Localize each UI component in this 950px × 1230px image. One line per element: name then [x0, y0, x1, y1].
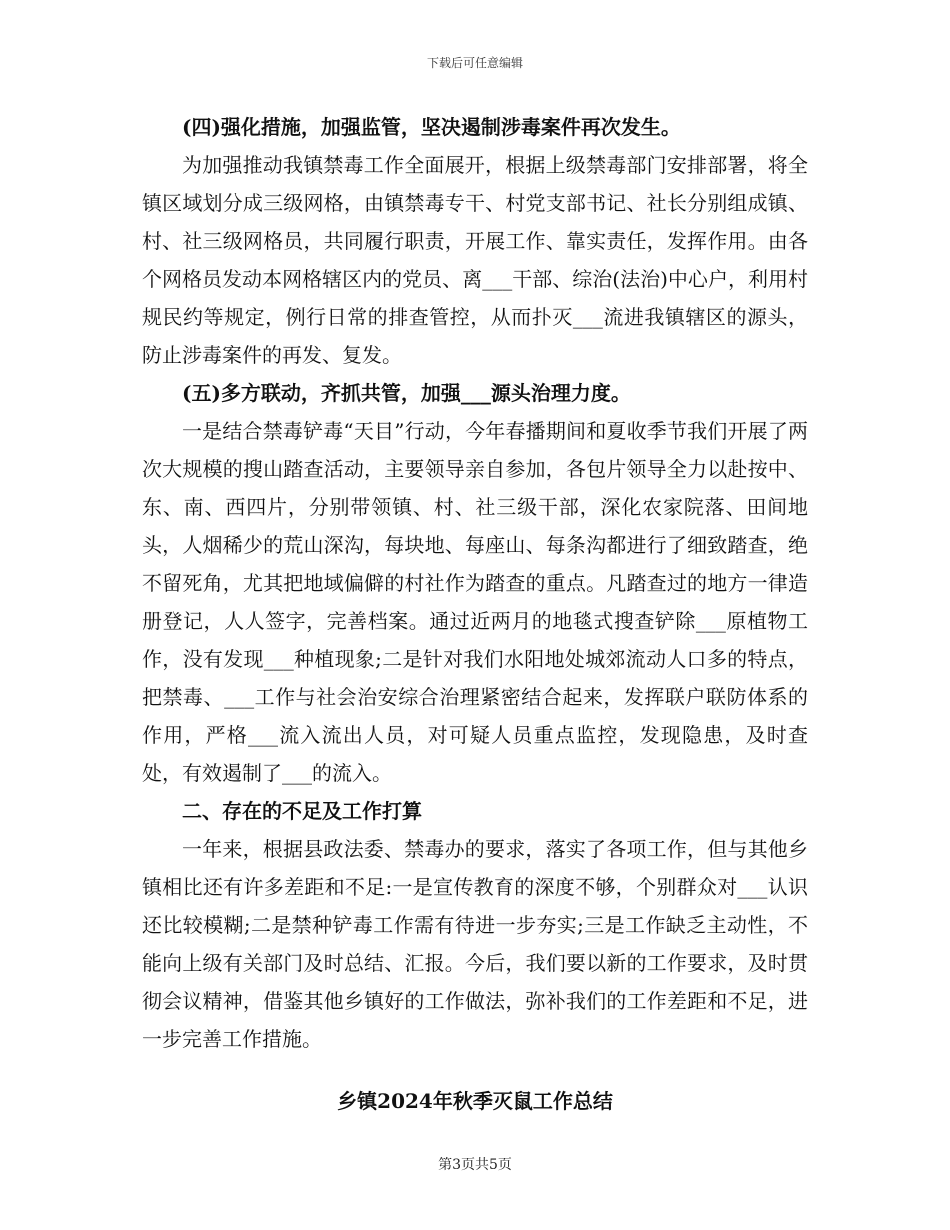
heading-section-5: (五)多方联动，齐抓共管，加强___源头治理力度。: [182, 381, 631, 405]
section-title-shortcomings: 二、存在的不足及工作打算: [182, 799, 422, 823]
page-footer-number: 第3页共5页: [438, 1157, 512, 1173]
page-header-note: 下载后可任意编辑: [426, 56, 523, 70]
document-body: [142, 108, 808, 1058]
paragraph-section-5: 一是结合禁毒铲毒“天目”行动，今年春播期间和夏收季节我们开展了两次大规模的搜山踏查活动，主要领导亲自参加，各包片领导全力以赴按中、东、南、西四片，分别带领镇、村、社三级干部，深化农家院落、田间地头，人烟稀少的荒山深沟，每块地、每座山、每条沟都进行了细致踏查，绝不留死角，尤其把地域偏僻的村社作为踏查的重点。凡踏查过的地方一律造册登记，人人签字，完善档案。通过近两月的地毯式搜查铲除___原植物工作，没有发现___种植现象;二是针对我们水阳地处城郊流动人口多的特点，把禁毒、___工作与社会治安综合治理紧密结合起来，发挥联户联防体系的作用，严格___流入流出人员，对可疑人员重点监控，发现隐患，及时查处，有效遏制了___的流入。: [142, 419, 808, 785]
paragraph-section-4: 为加强推动我镇禁毒工作全面展开，根据上级禁毒部门安排部署，将全镇区域划分成三级网格，由镇禁毒专干、村党支部书记、社长分别组成镇、村、社三级网格员，共同履行职责，开展工作、靠实责任，发挥作用。由各个网格员发动本网格辖区内的党员、离___干部、综治(法治)中心户，利用村规民约等规定，例行日常的排查管控，从而扑灭___流进我镇辖区的源头，防止涉毒案件的再发、复发。: [142, 153, 808, 367]
paragraph-shortcomings: 一年来，根据县政法委、禁毒办的要求，落实了各项工作，但与其他乡镇相比还有许多差距和不足:一是宣传教育的深度不够，个别群众对___认识还比较模糊;二是禁种铲毒工作需有待进一步夯实;三是工作缺乏主动性，不能向上级有关部门及时总结、汇报。今后，我们要以新的工作要求，及时贯彻会议精神，借鉴其他乡镇好的工作做法，弥补我们的工作差距和不足，进一步完善工作措施。: [142, 837, 808, 1051]
heading-section-4: (四)强化措施，加强监管，坚决遏制涉毒案件再次发生。: [182, 115, 681, 139]
next-document-title: 乡镇2024年秋季灭鼠工作总结: [337, 1089, 613, 1113]
